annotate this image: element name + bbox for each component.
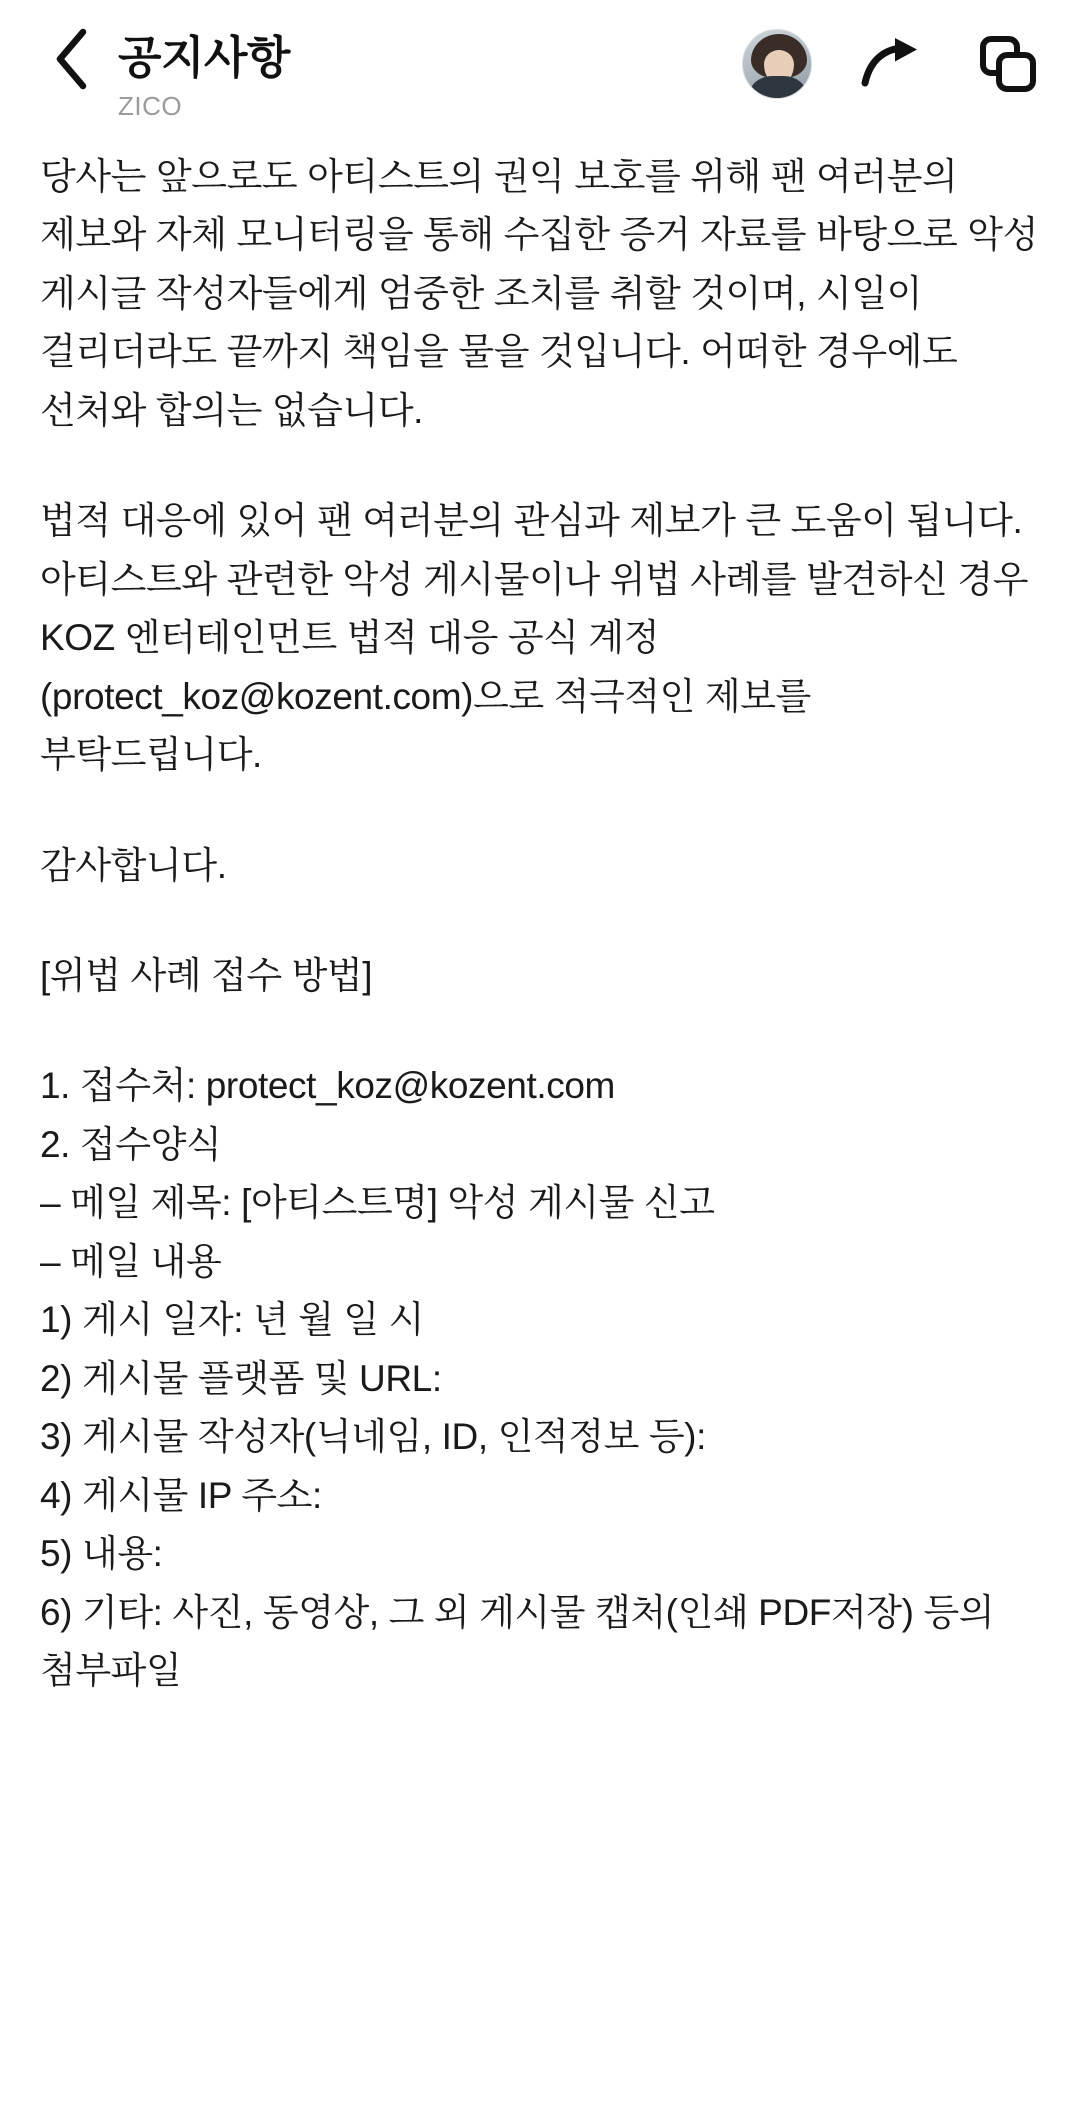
share-button[interactable]: [856, 28, 928, 100]
list-item: – 메일 내용: [40, 1240, 222, 1282]
list-item: 1. 접수처: protect_koz@kozent.com: [40, 1065, 615, 1107]
app-header: [0, 0, 1080, 148]
notice-paragraph-1: 당사는 앞으로도 아티스트의 권익 보호를 위해 팬 여러분의 제보와 자체 모니터링을 통해 수집한 증거 자료를 바탕으로 악성 게시글 작성자들에게 엄중한 조치를 취할 것이며, 시일이 걸리더라도 끝까지 책임을 물을 것입니다. 어떠한 경우에도 선처와 합의는 없습니다.: [40, 156, 1038, 431]
header-title-block: [118, 0, 742, 122]
page-title: 공지사항: [118, 32, 290, 83]
list-item: 1) 게시 일자: 년 월 일 시: [40, 1299, 424, 1341]
list-item: 5) 내용:: [40, 1533, 163, 1575]
list-item: 2. 접수양식: [40, 1123, 222, 1165]
header-actions: [742, 0, 1044, 100]
share-arrow-icon: [861, 36, 923, 92]
chevron-left-icon: [52, 27, 92, 91]
copy-icon: [979, 35, 1037, 93]
back-button[interactable]: [30, 0, 114, 118]
notice-paragraph-3: 감사합니다.: [40, 844, 227, 886]
section-heading: [위법 사례 접수 방법]: [40, 954, 373, 996]
notice-paragraph-2: 법적 대응에 있어 팬 여러분의 관심과 제보가 큰 도움이 됩니다. 아티스트와 관련한 악성 게시물이나 위법 사례를 발견하신 경우 KOZ 엔터테인먼트 법적 대응 공식 계정(protect_koz@kozent.com)으로 적극적인 제보를 부탁드립니다.: [40, 500, 1029, 776]
artist-avatar[interactable]: [742, 29, 812, 99]
avatar-body: [749, 76, 807, 99]
copy-button[interactable]: [972, 28, 1044, 100]
submission-method-list: [40, 1057, 1040, 1700]
list-item: 6) 기타: 사진, 동영상, 그 외 게시물 캡처(인쇄 PDF저장) 등의 첨부파일: [40, 1591, 995, 1691]
notice-content: [0, 148, 1080, 1760]
list-item: 2) 게시물 플랫폼 및 URL:: [40, 1357, 442, 1399]
list-item: – 메일 제목: [아티스트명] 악성 게시물 신고: [40, 1182, 715, 1224]
list-item: 3) 게시물 작성자(닉네임, ID, 인적정보 등):: [40, 1416, 706, 1458]
list-item: 4) 게시물 IP 주소:: [40, 1474, 322, 1516]
page-subtitle: ZICO: [118, 90, 183, 121]
